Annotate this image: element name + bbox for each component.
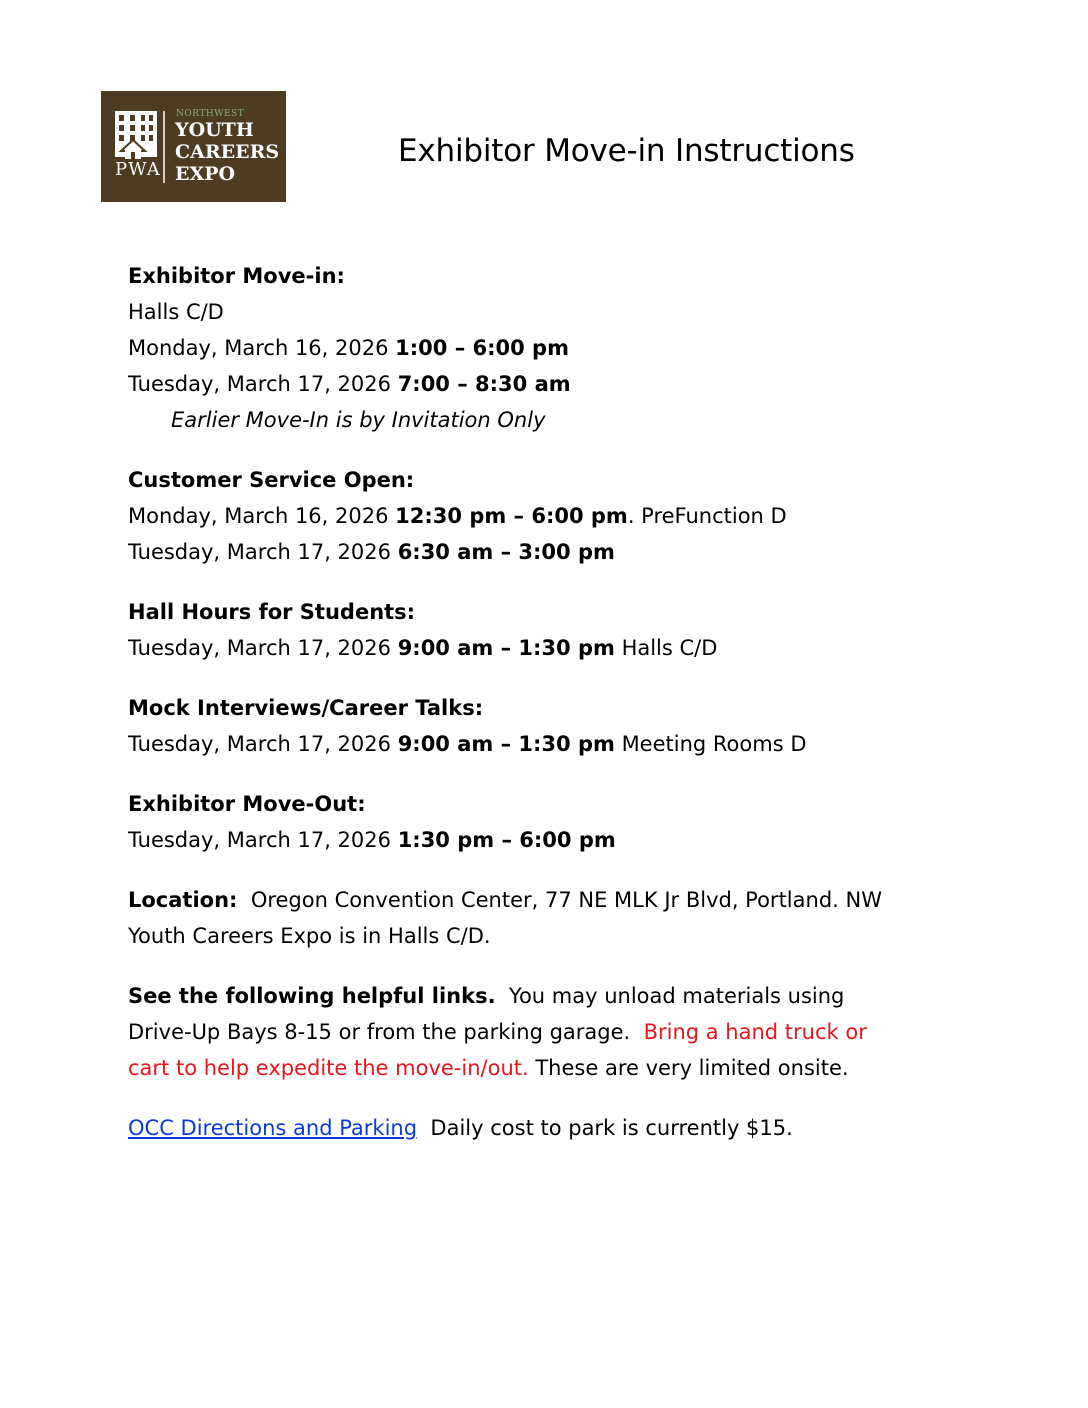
logo-northwest: NORTHWEST xyxy=(176,109,245,119)
parking-cost-text: Daily cost to park is currently $15. xyxy=(430,1116,793,1140)
location-line: Youth Careers Expo is in Halls C/D. xyxy=(128,924,491,948)
section-heading: Customer Service Open: xyxy=(128,468,415,492)
paragraph-line xyxy=(128,1014,968,1050)
schedule-location: Meeting Rooms D xyxy=(621,732,807,756)
schedule-date: Tuesday, March 17, 2026 xyxy=(128,372,391,396)
invitation-note: Earlier Move-In is by Invitation Only xyxy=(171,408,546,432)
location-label: Location: xyxy=(128,888,238,912)
schedule-date: Tuesday, March 17, 2026 xyxy=(128,540,391,564)
page-title: Exhibitor Move-in Instructions xyxy=(398,133,855,169)
location-paragraph xyxy=(128,882,968,954)
move-in-location: Halls C/D xyxy=(128,300,224,324)
logo-org: PWA xyxy=(115,159,161,180)
schedule-time: 6:30 am – 3:00 pm xyxy=(397,540,615,564)
section-student-hours xyxy=(128,594,968,666)
schedule-line xyxy=(128,822,968,858)
schedule-line xyxy=(128,366,968,402)
schedule-date: Monday, March 16, 2026 xyxy=(128,504,389,528)
parking-paragraph xyxy=(128,1110,968,1146)
expo-logo xyxy=(101,91,286,202)
section-mock-interviews xyxy=(128,690,968,762)
schedule-location: Halls C/D xyxy=(621,636,718,660)
occ-directions-link[interactable]: OCC Directions and Parking xyxy=(128,1116,418,1140)
schedule-time: 1:30 pm – 6:00 pm xyxy=(397,828,616,852)
document-body xyxy=(128,258,968,1170)
paragraph-line xyxy=(128,978,968,1014)
paragraph-text: These are very limited onsite. xyxy=(535,1056,849,1080)
schedule-time: 1:00 – 6:00 pm xyxy=(395,336,569,360)
section-move-in xyxy=(128,258,968,438)
schedule-date: Tuesday, March 17, 2026 xyxy=(128,828,391,852)
paragraph-text: Drive-Up Bays 8-15 or from the parking garage. xyxy=(128,1020,631,1044)
schedule-time: 7:00 – 8:30 am xyxy=(397,372,571,396)
hand-truck-warning: cart to help expedite the move-in/out. xyxy=(128,1056,529,1080)
location-line xyxy=(128,882,968,918)
section-customer-service xyxy=(128,462,968,570)
section-heading: Hall Hours for Students: xyxy=(128,600,416,624)
schedule-date: Tuesday, March 17, 2026 xyxy=(128,636,391,660)
schedule-line xyxy=(128,534,968,570)
section-heading: Exhibitor Move-in: xyxy=(128,264,345,288)
section-move-out xyxy=(128,786,968,858)
location-text: Oregon Convention Center, 77 NE MLK Jr Blvd, Portland. NW xyxy=(250,888,882,912)
schedule-line xyxy=(128,498,968,534)
logo-youth: YOUTH xyxy=(175,119,254,141)
schedule-time: 12:30 pm – 6:00 pm xyxy=(395,504,628,528)
section-heading: Mock Interviews/Career Talks: xyxy=(128,696,484,720)
schedule-location: . PreFunction D xyxy=(627,504,787,528)
schedule-date: Tuesday, March 17, 2026 xyxy=(128,732,391,756)
paragraph-line xyxy=(128,1050,968,1086)
section-heading: Exhibitor Move-Out: xyxy=(128,792,366,816)
hand-truck-warning: Bring a hand truck or xyxy=(643,1020,867,1044)
paragraph-text: You may unload materials using xyxy=(508,984,845,1008)
schedule-line xyxy=(128,330,968,366)
logo-careers: CAREERS xyxy=(175,141,280,163)
schedule-time: 9:00 am – 1:30 pm xyxy=(397,636,615,660)
paragraph-line xyxy=(128,1110,968,1146)
schedule-line xyxy=(128,630,968,666)
schedule-date: Monday, March 16, 2026 xyxy=(128,336,389,360)
helpful-links-paragraph xyxy=(128,978,968,1086)
logo-expo: EXPO xyxy=(175,163,236,185)
schedule-line xyxy=(128,726,968,762)
schedule-time: 9:00 am – 1:30 pm xyxy=(397,732,615,756)
helpful-links-label: See the following helpful links. xyxy=(128,984,496,1008)
